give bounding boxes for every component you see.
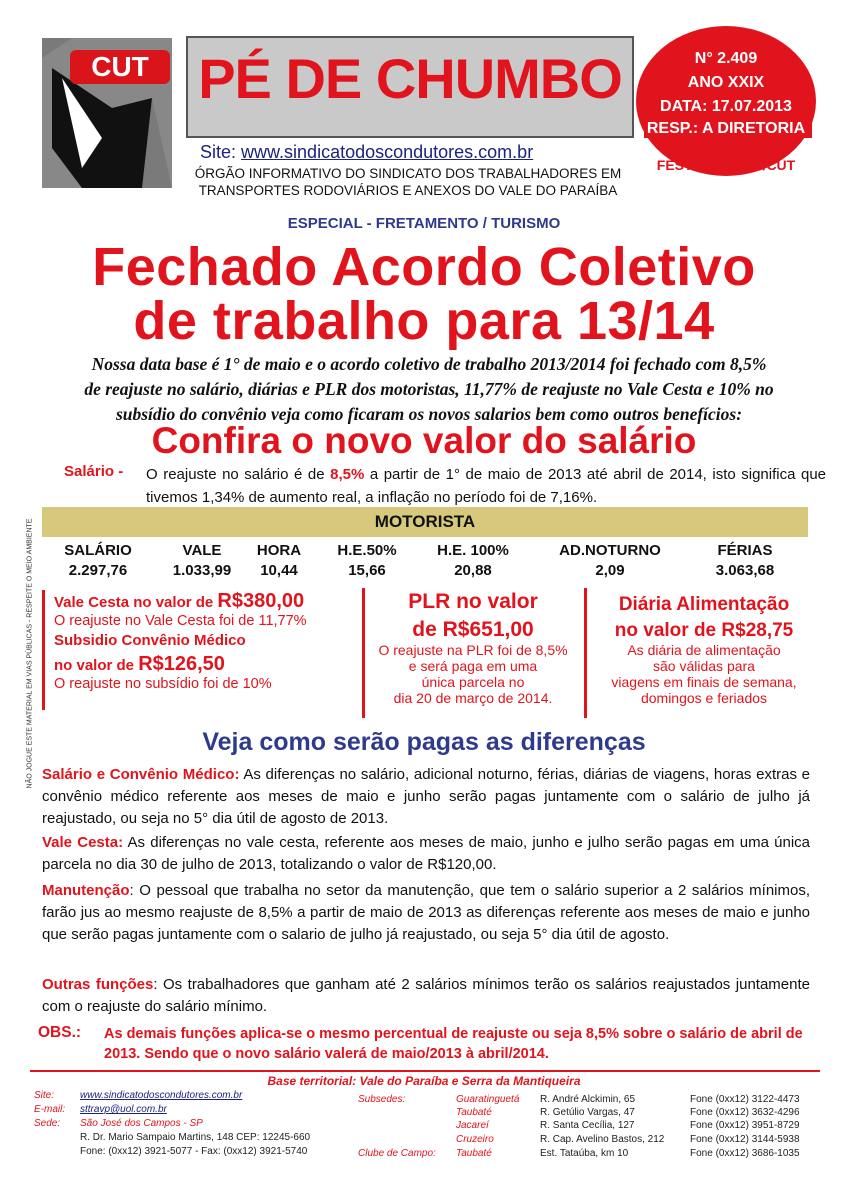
orgao-line-2: TRANSPORTES RODOVIÁRIOS E ANEXOS DO VALE DO PARAÍBA: [198, 183, 618, 198]
convenio-title: Subsidio Convênio Médico: [54, 632, 246, 649]
salario-text-b: a partir de 1° de maio de 2013 até abril de 2014, isto significa que tivemos 1,34% de aumento real, a inflação no período foi de 7,16%.: [146, 466, 826, 506]
convenio-value: R$126,50: [138, 653, 225, 675]
section-tag: ESPECIAL - FRETAMENTO / TURISMO: [287, 215, 561, 232]
col-header-hora: HORA: [256, 542, 302, 559]
filiado-line-1: Filiado à: [697, 140, 755, 156]
subsede-address: R. Cap. Avelino Bastos, 212: [540, 1134, 665, 1145]
subsede-city: Jacareí: [456, 1120, 489, 1131]
footer-clube-label: Clube de Campo:: [358, 1148, 436, 1159]
col-value-ferias: 3.063,68: [715, 562, 775, 579]
convenio-note: O reajuste no subsídio foi de 10%: [54, 676, 272, 692]
plr-note-3: única parcela no: [421, 674, 525, 690]
salario-pct: 8,5%: [330, 466, 365, 483]
obs-label: OBS.:: [38, 1024, 82, 1041]
vale-cesta-label: Vale Cesta no valor de: [54, 594, 218, 611]
intro-line-3: subsídio do convênio veja como ficaram os novos salarios bem como outros benefícios:: [115, 404, 743, 424]
convenio-value-line: [54, 653, 354, 676]
footer-subsedes-label: Subsedes:: [358, 1094, 406, 1105]
subsede-phone: Fone (0xx12) 3951-8729: [690, 1120, 800, 1131]
paragraph-label: Vale Cesta:: [42, 834, 124, 851]
diaria-value: no valor de R$28,75: [614, 620, 794, 641]
paragraph-vale-cesta: [42, 832, 810, 876]
footer-email-label: E-mail:: [34, 1104, 66, 1115]
col-value-he100: 20,88: [454, 562, 492, 579]
box-vale: [54, 590, 354, 692]
col-header-ferias: FÉRIAS: [717, 542, 773, 559]
footer-sede-phone: Fone: (0xx12) 3921-5077 - Fax: (0xx12) 3921-5740: [80, 1146, 308, 1157]
plr-note-4: dia 20 de março de 2014.: [393, 690, 553, 706]
paragraph-text: : O pessoal que trabalha no setor da manutenção, que tem o salário superior a 2 salários mínimos, farão jus ao mesmo reajuste de 8,5% a partir de maio de 2013 as diferenças referente aos meses de maio e junho que serão pagas juntamente com o salario de julho já reajustado, ou seja 5° dia útil de agosto.: [42, 882, 810, 943]
subsede-city: Cruzeiro: [456, 1134, 494, 1145]
salario-text-a: O reajuste no salário é de: [146, 466, 331, 483]
diaria-title: Diária Alimentação: [618, 594, 790, 615]
footer-site-link[interactable]: www.sindicatodoscondutores.com.br: [80, 1090, 243, 1101]
col-value-vale: 1.033,99: [172, 562, 232, 579]
footer-sede-label: Sede:: [34, 1118, 61, 1129]
subsede-city: Taubaté: [456, 1148, 492, 1159]
plr-note-1: O reajuste na PLR foi de 8,5%: [378, 642, 568, 658]
diaria-note-2: são válidas para: [653, 658, 755, 674]
vale-cesta-value: R$380,00: [217, 590, 305, 612]
paragraph-salario-convenio: [42, 764, 810, 830]
footer-sede-city: São José dos Campos - SP: [80, 1118, 203, 1129]
vale-cesta-title: [54, 590, 354, 613]
newspaper-title: PÉ DE CHUMBO: [198, 47, 622, 110]
paragraph-label: Salário e Convênio Médico:: [42, 766, 240, 783]
paragraph-text: : Os trabalhadores que ganham até 2 salários mínimos terão os salários reajustados juntamente com o reajuste do salário mínimo.: [42, 976, 810, 1015]
col-value-noturno: 2,09: [595, 562, 625, 579]
paragraph-manutencao: [42, 880, 810, 946]
box-diaria: [588, 594, 820, 706]
subsede-city: Taubaté: [456, 1107, 492, 1118]
col-header-noturno: AD.NOTURNO: [559, 542, 661, 559]
motorista-header: MOTORISTA: [42, 507, 808, 537]
salario-label: Salário -: [64, 463, 124, 480]
diaria-note-1: As diária de alimentação: [627, 642, 781, 658]
diferencas-heading: Veja como serão pagas as diferenças: [202, 728, 646, 756]
footer-site-label: Site:: [34, 1090, 55, 1101]
subsede-phone: Fone (0xx12) 3632-4296: [690, 1107, 800, 1118]
headline-line-1: Fechado Acordo Coletivo: [92, 237, 756, 297]
paragraph-outras: [42, 974, 810, 1018]
site-line: [200, 142, 533, 163]
convenio-label: no valor de: [54, 657, 139, 674]
box-vale-divider: [42, 590, 45, 710]
footer-divider: [30, 1070, 820, 1072]
vertical-notice: NÃO JOGUE ESTE MATERIAL EM VIAS PÚBLICAS - RESPEITE O MEIO AMBIENTE: [26, 518, 34, 789]
paragraph-label: Manutenção: [42, 882, 130, 899]
paragraph-text: As diferenças no salário, adicional noturno, férias, diárias de viagens, horas extras e convênio médico referente aos meses de maio e junho serão pagas juntamente com o salário de julho já reajustado, ou seja no 5° dia útil de agosto de 2013.: [42, 766, 810, 827]
site-link[interactable]: www.sindicatodoscondutores.com.br: [241, 142, 534, 162]
confira-heading: Confira o novo valor do salário: [151, 420, 697, 461]
paragraph-text: As diferenças no vale cesta, referente aos meses de maio, junho e julho serão pagas em uma única parcela no dia 30 de julho de 2013, totalizando o valor de R$120,00.: [42, 834, 811, 873]
subsede-address: R. Santa Cecília, 127: [540, 1120, 635, 1131]
box-plr-divider: [362, 588, 365, 718]
footer-sede-address: R. Dr. Mario Sampaio Martins, 148 CEP: 12245-660: [80, 1132, 311, 1143]
vale-cesta-note: O reajuste no Vale Cesta foi de 11,77%: [54, 613, 307, 629]
obs-text: As demais funções aplica-se o mesmo percentual de reajuste ou seja 8,5% sobre o salário de abril de 2013. Sendo que o novo salário valerá de maio/2013 à abril/2014.: [104, 1026, 803, 1062]
issue-year: ANO XXIX: [687, 74, 765, 91]
subsede-address: R. André Alckimin, 65: [540, 1094, 636, 1105]
col-header-he50: H.E.50%: [337, 542, 397, 559]
subsede-phone: Fone (0xx12) 3686-1035: [690, 1148, 800, 1159]
col-header-vale: VALE: [182, 542, 222, 559]
plr-note-2: e será paga em uma: [408, 658, 538, 674]
cut-logo: CUT: [70, 50, 170, 84]
intro-line-1: Nossa data base é 1° de maio e o acordo coletivo de trabalho 2013/2014 foi fechado com 8,5%: [91, 354, 767, 374]
headline-line-2: de trabalho para 13/14: [133, 291, 715, 351]
issue-date: DATA: 17.07.2013: [660, 98, 792, 115]
subsede-phone: Fone (0xx12) 3122-4473: [690, 1094, 800, 1105]
issue-number: N° 2.409: [694, 50, 758, 67]
filiado-line-2: FESTTT e CNTT/CUT: [656, 157, 796, 173]
intro-line-2: de reajuste no salário, diárias e PLR dos motoristas, 11,77% de reajuste no Vale Cesta e 10% no: [84, 379, 774, 399]
col-value-salario: 2.297,76: [68, 562, 128, 579]
subsede-address: R. Getúlio Vargas, 47: [540, 1107, 635, 1118]
col-value-he50: 15,66: [348, 562, 386, 579]
plr-title: PLR no valor: [408, 590, 538, 613]
base-territorial: Base territorial: Vale do Paraíba e Serra da Mantiqueira: [267, 1074, 581, 1088]
subsede-phone: Fone (0xx12) 3144-5938: [690, 1134, 800, 1145]
subsede-city: Guaratinguetá: [456, 1094, 520, 1105]
orgao-line-1: ÓRGÃO INFORMATIVO DO SINDICATO DOS TRABALHADORES EM: [194, 166, 622, 181]
plr-value: de R$651,00: [412, 618, 534, 641]
paragraph-label: Outras funções: [42, 976, 154, 993]
footer-email-link[interactable]: sttravp@uol.com.br: [80, 1104, 167, 1115]
col-header-he100: H.E. 100%: [437, 542, 509, 559]
box-diaria-divider: [584, 588, 587, 718]
intro-paragraph: [34, 352, 824, 427]
subsede-address: Est. Tataúba, km 10: [540, 1148, 629, 1159]
diaria-note-3: viagens em finais de semana,: [611, 674, 797, 690]
col-value-hora: 10,44: [260, 562, 298, 579]
diaria-note-4: domingos e feriados: [640, 690, 768, 706]
col-header-salario: SALÁRIO: [64, 542, 132, 559]
box-plr: [368, 590, 578, 706]
issue-resp: RESP.: A DIRETORIA: [646, 120, 806, 137]
site-label: Site:: [200, 142, 237, 162]
salario-text: [146, 463, 826, 509]
